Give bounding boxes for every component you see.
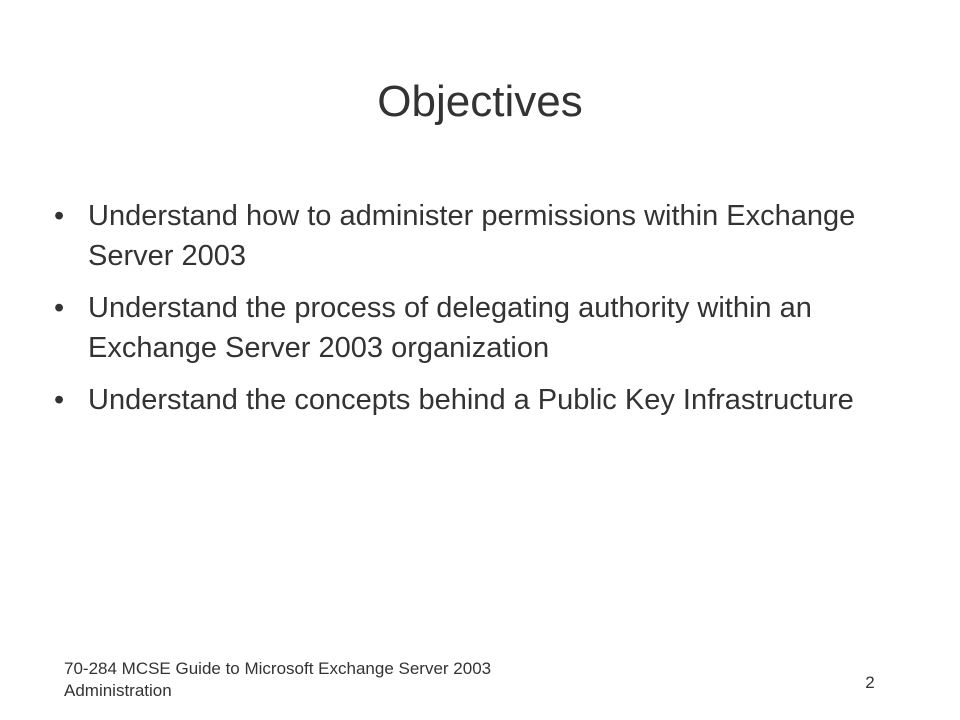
footer-line-2: Administration	[64, 681, 172, 700]
bullet-item	[48, 288, 878, 368]
page-number: 2	[865, 673, 875, 692]
footer-line-1: 70-284 MCSE Guide to Microsoft Exchange Server 2003	[64, 659, 492, 678]
bullet-dot-icon: •	[54, 384, 65, 416]
bullet-list	[48, 196, 878, 432]
bullet-dot-icon: •	[54, 200, 65, 232]
slide-footer	[64, 658, 684, 702]
bullet-text: Understand the concepts behind a Public Key Infrastructure	[88, 384, 854, 416]
bullet-text: Understand how to administer permissions within Exchange Server 2003	[88, 200, 856, 272]
slide-title: Objectives	[377, 77, 583, 126]
bullet-text: Understand the process of delegating authority within an Exchange Server 2003 organization	[88, 292, 812, 364]
bullet-item	[48, 196, 878, 276]
bullet-item	[48, 380, 878, 420]
bullet-dot-icon: •	[54, 292, 65, 324]
